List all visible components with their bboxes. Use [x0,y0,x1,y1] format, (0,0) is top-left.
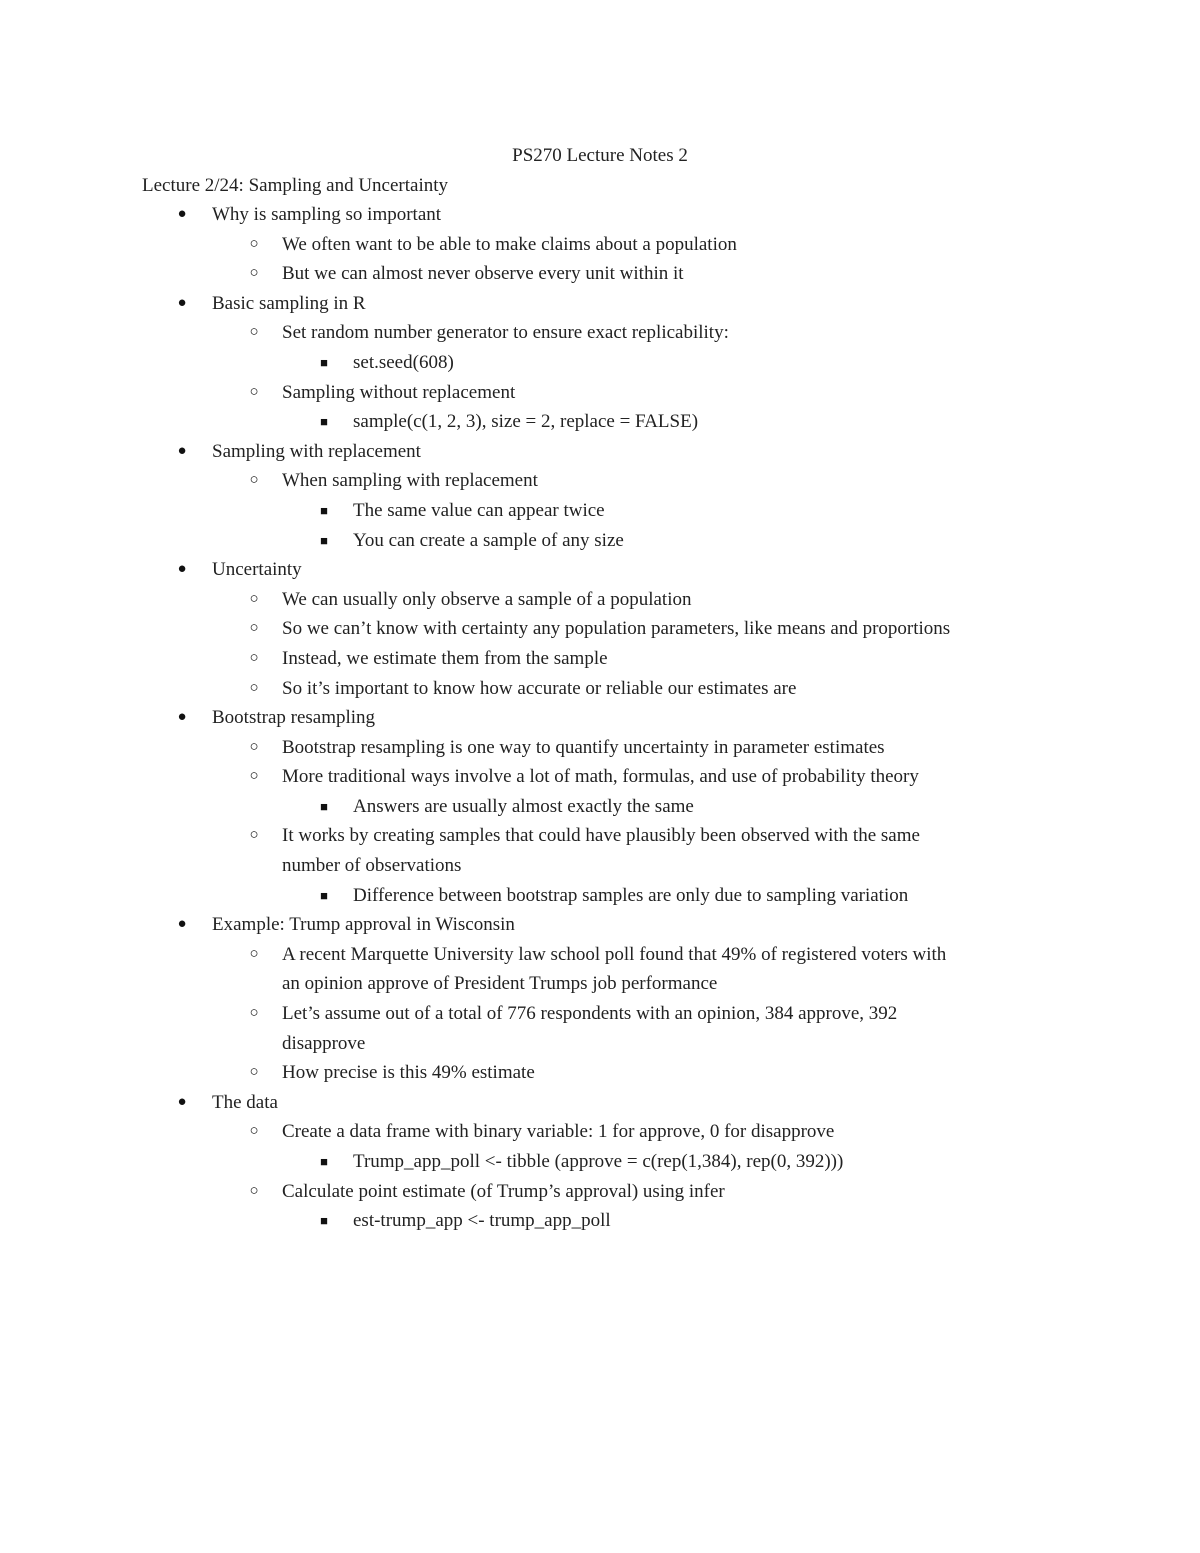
list-item-level-3 [0,881,1200,911]
square-bullet-icon: ■ [320,414,328,430]
list-item-text: disapprove [282,1032,366,1054]
list-item-text: A recent Marquette University law school poll found that 49% of registered voters with [282,943,947,965]
list-item-level-3 [0,348,1200,378]
list-item-text: We can usually only observe a sample of a population [282,588,692,610]
list-item-text: Difference between bootstrap samples are only due to sampling variation [353,884,909,906]
list-item-level-1 [0,703,1200,733]
list-item-level-1 [0,200,1200,230]
list-item-text: Sampling with replacement [212,440,421,462]
list-item-continuation [0,1029,1200,1059]
hollow-circle-bullet-icon: ○ [249,620,259,637]
list-item-level-2 [0,259,1200,289]
list-item-level-3 [0,496,1200,526]
square-bullet-icon: ■ [320,1154,328,1169]
list-item-level-3 [0,1206,1200,1236]
list-item-level-2 [0,466,1200,496]
list-item-text: We often want to be able to make claims about a population [282,233,737,255]
hollow-circle-bullet-icon: ○ [249,945,259,962]
square-bullet-icon: ■ [320,354,328,370]
list-item-text: The same value can appear twice [353,499,605,521]
hollow-circle-bullet-icon: ○ [249,383,259,400]
list-item-level-2 [0,821,1200,851]
list-item-level-2 [0,644,1200,674]
list-item-level-2 [0,585,1200,615]
list-item-text: How precise is this 49% estimate [282,1062,535,1084]
list-item-text: Instead, we estimate them from the sample [282,647,608,669]
hollow-circle-bullet-icon: ○ [249,235,259,252]
list-item-text: Uncertainty [212,559,302,581]
list-item-continuation [0,851,1200,881]
list-item-text: set.seed(608) [353,351,454,373]
list-item-text: When sampling with replacement [282,470,538,492]
list-item-text: Create a data frame with binary variable: 1 for approve, 0 for disapprove [282,1121,835,1143]
square-bullet-icon: ■ [320,798,328,814]
list-item-text: Calculate point estimate (of Trump’s approval) using infer [282,1180,725,1202]
list-item-level-2 [0,614,1200,644]
hollow-circle-bullet-icon: ○ [249,1005,259,1022]
list-item-level-2 [0,318,1200,348]
list-item-text: Bootstrap resampling is one way to quantify uncertainty in parameter estimates [282,736,885,758]
list-item-level-3 [0,1147,1200,1177]
list-item-text: Example: Trump approval in Wisconsin [212,914,515,936]
list-item-level-2 [0,1058,1200,1088]
list-item-text: You can create a sample of any size [353,529,624,551]
square-bullet-icon: ■ [320,1213,328,1229]
list-item-text: sample(c(1, 2, 3), size = 2, replace = FALSE) [353,411,699,433]
filled-circle-bullet-icon: ● [177,442,187,459]
hollow-circle-bullet-icon: ○ [249,590,259,607]
list-item-text: Trump_app_poll <- tibble (approve = c(rep(1,384), rep(0, 392))) [353,1151,844,1172]
hollow-circle-bullet-icon: ○ [249,738,259,755]
hollow-circle-bullet-icon: ○ [249,768,259,785]
list-item-level-1 [0,1088,1200,1118]
hollow-circle-bullet-icon: ○ [249,679,259,696]
hollow-circle-bullet-icon: ○ [249,324,259,341]
list-item-level-2 [0,230,1200,260]
filled-circle-bullet-icon: ● [177,206,187,222]
list-item-text: More traditional ways involve a lot of math, formulas, and use of probability theory [282,766,919,788]
hollow-circle-bullet-icon: ○ [249,1123,259,1140]
list-item-level-2 [0,940,1200,970]
document-title: PS270 Lecture Notes 2 [512,145,688,166]
list-item-level-2 [0,1177,1200,1207]
list-item-text: But we can almost never observe every unit within it [282,263,684,285]
hollow-circle-bullet-icon: ○ [249,1064,259,1081]
list-item-text: Let’s assume out of a total of 776 respondents with an opinion, 384 approve, 392 [282,1003,898,1025]
list-item-text: So we can’t know with certainty any population parameters, like means and proportions [282,618,951,640]
filled-circle-bullet-icon: ● [177,916,187,933]
list-item-text: Why is sampling so important [212,204,442,225]
filled-circle-bullet-icon: ● [177,709,187,726]
list-item-level-3 [0,407,1200,437]
hollow-circle-bullet-icon: ○ [249,649,259,666]
hollow-circle-bullet-icon: ○ [249,1182,259,1199]
list-item-level-2 [0,733,1200,763]
list-item-level-1 [0,910,1200,940]
list-item-text: Basic sampling in R [212,292,366,314]
list-item-text: an opinion approve of President Trumps job performance [282,973,718,995]
list-item-level-1 [0,289,1200,319]
lecture-heading: Lecture 2/24: Sampling and Uncertainty [142,175,449,196]
filled-circle-bullet-icon: ● [177,561,187,578]
list-item-text: est-trump_app <- trump_app_poll [353,1210,611,1232]
hollow-circle-bullet-icon: ○ [249,265,259,282]
filled-circle-bullet-icon: ● [177,1093,187,1110]
list-item-text: It works by creating samples that could have plausibly been observed with the same [282,825,920,847]
list-item-level-3 [0,792,1200,822]
hollow-circle-bullet-icon: ○ [249,827,259,844]
list-item-text: number of observations [282,855,462,877]
square-bullet-icon: ■ [320,887,328,903]
list-item-continuation [0,969,1200,999]
list-item-text: Set random number generator to ensure exact replicability: [282,322,729,344]
square-bullet-icon: ■ [320,532,328,548]
list-item-level-2 [0,1117,1200,1147]
list-item-text: Answers are usually almost exactly the same [353,795,694,817]
list-item-text: Bootstrap resampling [212,707,376,729]
list-item-text: The data [212,1091,278,1113]
list-item-text: Sampling without replacement [282,381,516,403]
list-item-level-2 [0,378,1200,408]
list-item-level-3 [0,526,1200,556]
filled-circle-bullet-icon: ● [177,294,187,311]
square-bullet-icon: ■ [320,502,328,518]
list-item-level-2 [0,762,1200,792]
list-item-level-2 [0,999,1200,1029]
list-item-level-2 [0,674,1200,704]
list-item-text: So it’s important to know how accurate or reliable our estimates are [282,677,797,699]
list-item-level-1 [0,555,1200,585]
hollow-circle-bullet-icon: ○ [249,472,259,489]
list-item-level-1 [0,437,1200,467]
notes-outline [0,200,1200,1236]
